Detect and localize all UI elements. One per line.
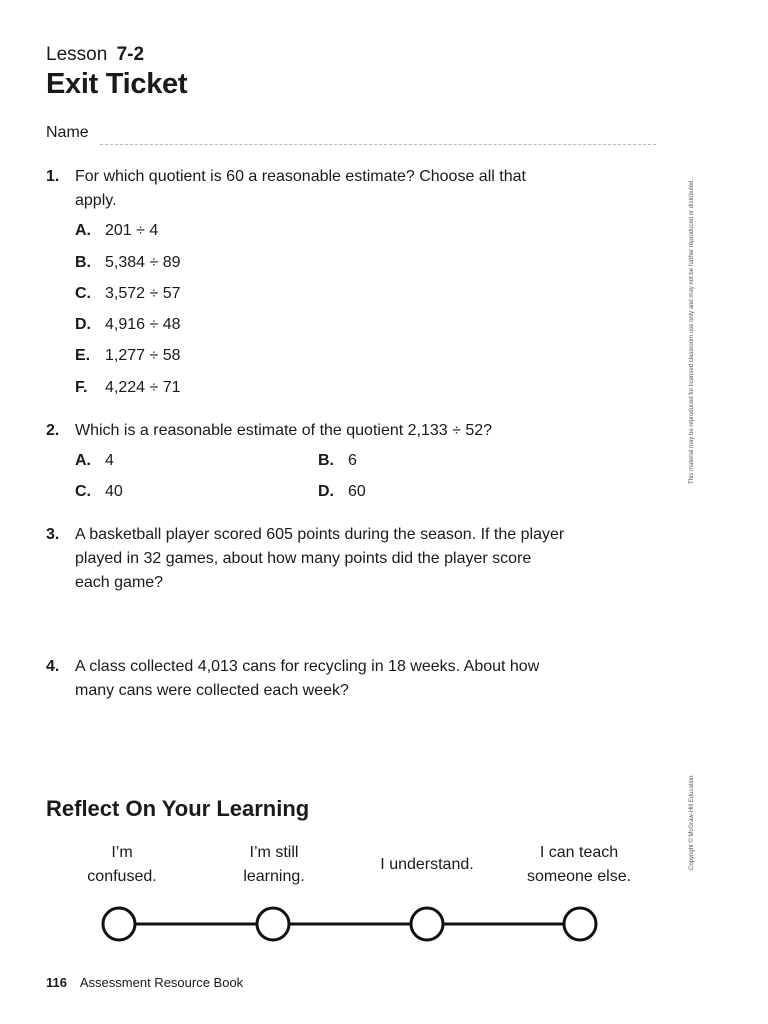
option-text: 5,384 ÷ 89	[105, 254, 181, 271]
lesson-word: Lesson	[46, 44, 108, 65]
scale-circle-understand[interactable]	[411, 908, 443, 940]
option-text: 4,916 ÷ 48	[105, 316, 181, 333]
reflect-heading: Reflect On Your Learning	[46, 796, 310, 821]
option-text: 40	[105, 483, 123, 500]
option-text: 201 ÷ 4	[105, 222, 159, 239]
option-letter: D.	[318, 483, 334, 500]
scale-circle-still-learning[interactable]	[257, 908, 289, 940]
scale-circle-confused[interactable]	[103, 908, 135, 940]
q1-option-b[interactable]	[75, 252, 181, 274]
license-note: This material may be reproduced for licensed classroom use only and may not be further reproduced or distributed.	[689, 178, 695, 484]
q1-option-e[interactable]	[75, 345, 181, 367]
reflect-label-still-learning	[204, 841, 344, 889]
question-number: 1.	[46, 168, 60, 185]
label-line-2: confused.	[87, 868, 157, 885]
question-number: 2.	[46, 422, 60, 439]
q2-option-b[interactable]	[318, 450, 357, 472]
option-text: 60	[348, 483, 366, 500]
q1-option-d[interactable]	[75, 314, 181, 336]
book-title: Assessment Resource Book	[79, 975, 244, 990]
q1-option-c[interactable]	[75, 283, 181, 305]
q2-option-c[interactable]	[75, 481, 123, 503]
question-number: 4.	[46, 658, 60, 675]
question-number: 3.	[46, 526, 60, 543]
q1-option-f[interactable]	[75, 377, 181, 399]
copyright-note: Copyright © McGraw-Hill Education	[689, 775, 695, 870]
label-line-2: someone else.	[526, 868, 632, 885]
option-text: 6	[348, 452, 357, 469]
option-letter: B.	[75, 254, 91, 271]
label-line-1: I’m still	[249, 844, 299, 861]
option-letter: C.	[75, 285, 91, 302]
label-line-1: I can teach	[539, 844, 619, 861]
q1-option-a[interactable]	[75, 220, 158, 242]
name-label: Name	[46, 124, 89, 141]
page-number: 116	[46, 975, 67, 990]
question-text: For which quotient is 60 a reasonable estimate? Choose all that apply.	[75, 168, 526, 209]
question-text: Which is a reasonable estimate of the quotient 2,133 ÷ 52?	[75, 422, 493, 439]
question-3	[46, 523, 566, 595]
label-line-1: I’m	[111, 844, 133, 861]
lesson-number: 7-2	[116, 44, 145, 65]
option-letter: A.	[75, 452, 91, 469]
label-line-1: I understand.	[380, 856, 474, 873]
option-text: 4,224 ÷ 71	[105, 379, 181, 396]
question-2	[46, 419, 566, 443]
reflect-label-can-teach	[509, 841, 649, 889]
option-letter: D.	[75, 316, 91, 333]
question-text: A class collected 4,013 cans for recycling in 18 weeks. About how many cans were collected each week?	[75, 658, 540, 699]
page-title: Exit Ticket	[46, 68, 188, 100]
option-text: 4	[105, 452, 114, 469]
option-letter: B.	[318, 452, 334, 469]
question-text: A basketball player scored 605 points during the season. If the player played in 32 games, about how many points did the player score each game?	[75, 526, 565, 591]
reflection-scale	[100, 902, 602, 946]
question-4	[46, 655, 566, 703]
option-text: 1,277 ÷ 58	[105, 347, 181, 364]
option-letter: A.	[75, 222, 91, 239]
name-write-line[interactable]	[100, 144, 656, 145]
q2-option-a[interactable]	[75, 450, 114, 472]
label-line-2: learning.	[243, 868, 305, 885]
option-text: 3,572 ÷ 57	[105, 285, 181, 302]
lesson-label	[46, 44, 144, 66]
reflect-label-understand	[357, 853, 497, 877]
reflect-label-confused	[52, 841, 192, 889]
q2-option-d[interactable]	[318, 481, 366, 503]
footer	[46, 975, 243, 990]
option-letter: C.	[75, 483, 91, 500]
option-letter: E.	[75, 347, 91, 364]
option-letter: F.	[75, 379, 88, 396]
scale-circle-can-teach[interactable]	[564, 908, 596, 940]
question-1	[46, 165, 566, 213]
